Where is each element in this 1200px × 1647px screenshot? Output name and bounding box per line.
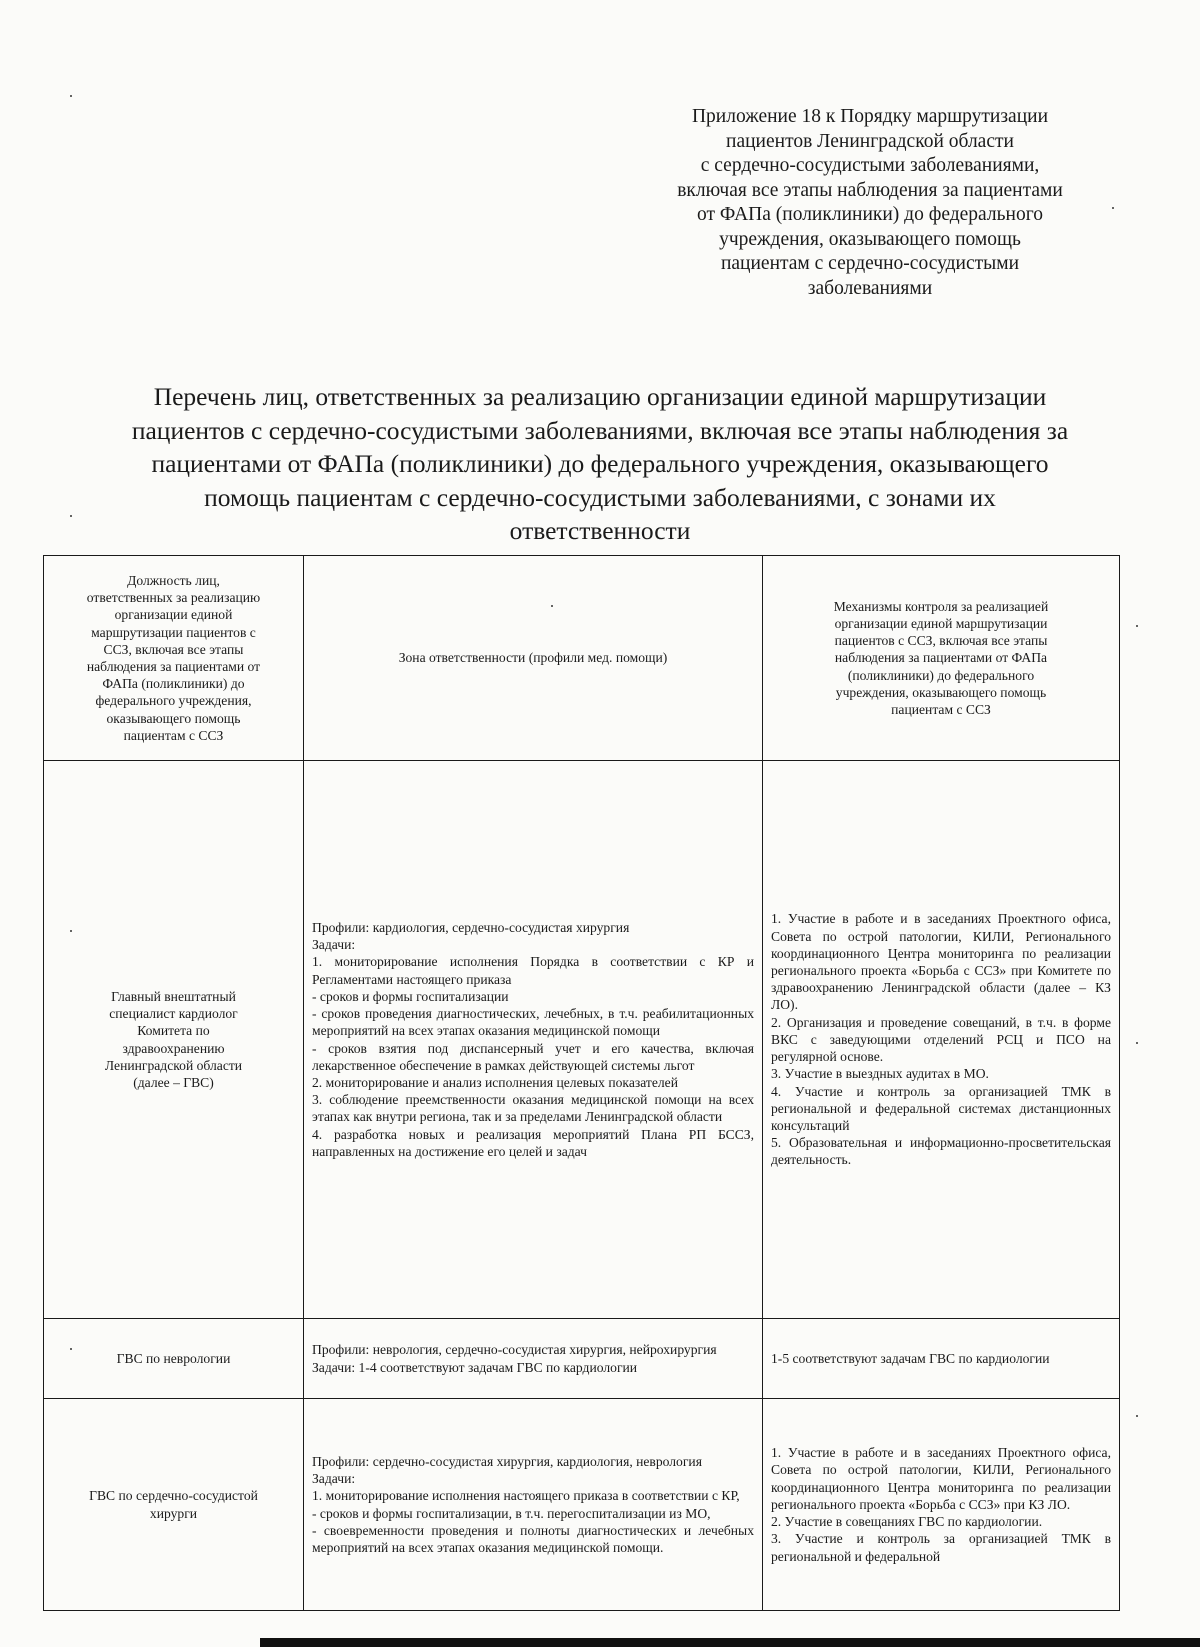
- control-cell: 1. Участие в работе и в заседаниях Проектного офиса, Совета по острой патологии, КИЛИ, Регионального координационного Центра мониторинга по реализации регионального проекта «Борьба с ССЗ» при Комитете по здравоохранению Ленинградской области (далее – КЗ ЛО). 2. Организация и проведение совещаний, в т.ч. в форме ВКС с заведующими отделений РСЦ и ПСО на регулярной основе. 3. Участие в выездных аудитах в МО. 4. Участие и контроль за организацией ТМК в региональной и федеральной системах дистанционных консультаций 5. Образовательная и информационно-просветительская деятельность.: [763, 761, 1120, 1319]
- control-cell: 1-5 соответствуют задачам ГВС по кардиологии: [763, 1319, 1120, 1399]
- zone-cell: Профили: сердечно-сосудистая хирургия, кардиология, неврология Задачи: 1. мониторирование исполнения настоящего приказа в соответствии с КР, - сроков и формы госпитализации, в т.ч. перегоспитализации из МО, - своевременности проведения и полноты диагностических и лечебных мероприятий на всех этапах оказания медицинской помощи.: [304, 1399, 763, 1611]
- title-line: ответственности: [509, 516, 691, 545]
- header-zone: Зона ответственности (профили мед. помощи): [304, 556, 763, 761]
- appendix-line: Приложение 18 к Порядку маршрутизации: [691, 106, 1049, 127]
- appendix-line: от ФАПа (поликлиники) до федерального: [697, 204, 1043, 225]
- header-control: Механизмы контроля за реализацией организации единой маршрутизации пациентов с ССЗ, включая все этапы наблюдения за пациентами от ФАПа (поликлиники) до федерального учреждения, оказывающего помощь пациентам с ССЗ: [763, 556, 1120, 761]
- scan-speck: [1136, 1415, 1138, 1417]
- position-cell: Главный внештатный специалист кардиолог Комитета по здравоохранению Ленинградской области (далее – ГВС): [44, 761, 304, 1319]
- scan-speck: [70, 515, 72, 517]
- appendix-line: включая все этапы наблюдения за пациентами: [677, 179, 1063, 201]
- scan-speck: [551, 605, 553, 607]
- table-header-row: [44, 556, 1120, 761]
- position-cell: ГВС по сердечно-сосудистой хирурги: [44, 1399, 304, 1611]
- appendix-note: [620, 105, 1120, 301]
- responsibility-table: [43, 555, 1120, 1611]
- table-row: [44, 761, 1120, 1319]
- scan-speck: [1136, 1042, 1138, 1044]
- scan-speck: [70, 1348, 72, 1350]
- zone-cell: Профили: неврология, сердечно-сосудистая хирургия, нейрохирургия Задачи: 1-4 соответствуют задачам ГВС по кардиологии: [304, 1319, 763, 1399]
- document-title: [40, 380, 1160, 548]
- scan-edge-bar: [260, 1638, 1200, 1647]
- title-line: пациентами от ФАПа (поликлиники) до федерального учреждения, оказывающего: [151, 449, 1049, 478]
- appendix-line: заболеваниями: [807, 277, 933, 299]
- appendix-line: с сердечно-сосудистыми заболеваниями,: [700, 155, 1040, 176]
- scan-speck: [1136, 625, 1138, 627]
- table-row: [44, 1319, 1120, 1399]
- zone-cell: Профили: кардиология, сердечно-сосудистая хирургия Задачи: 1. мониторирование исполнения Порядка в соответствии с КР и Регламентами настоящего приказа - сроков и формы госпитализации - сроков проведения диагностических, лечебных, в т.ч. реабилитационных мероприятий на всех этапах оказания медицинской помощи - сроков взятия под диспансерный учет и его качества, включая лекарственное обеспечение в рамках действующей системы льгот 2. мониторирование и анализ исполнения целевых показателей 3. соблюдение преемственности оказания медицинской помощи на всех этапах как внутри региона, так и за пределами Ленинградской области 4. разработка новых и реализация мероприятий Плана РП БССЗ, направленных на достижение его целей и задач: [304, 761, 763, 1319]
- scan-speck: [70, 95, 72, 97]
- appendix-line: пациентов Ленинградской области: [726, 130, 1014, 152]
- scan-speck: [1112, 207, 1114, 209]
- control-cell: 1. Участие в работе и в заседаниях Проектного офиса, Совета по острой патологии, КИЛИ, Регионального координационного Центра мониторинга по реализации регионального проекта «Борьба с ССЗ» при КЗ ЛО. 2. Участие в совещаниях ГВС по кардиологии. 3. Участие и контроль за организацией ТМК в региональной и федеральной: [763, 1399, 1120, 1611]
- table-row: [44, 1399, 1120, 1611]
- title-line: Перечень лиц, ответственных за реализацию организации единой маршрутизации: [153, 382, 1047, 411]
- title-line: пациентов с сердечно-сосудистыми заболеваниями, включая все этапы наблюдения за: [131, 415, 1069, 445]
- position-cell: ГВС по неврологии: [44, 1319, 304, 1399]
- title-line: помощь пациентам с сердечно-сосудистыми заболеваниями, с зонами их: [204, 482, 996, 512]
- header-position: Должность лиц, ответственных за реализацию организации единой маршрутизации пациентов с ССЗ, включая все этапы наблюдения за пациентами от ФАПа (поликлиники) до федерального учреждения, оказывающего помощь пациентам с ССЗ: [44, 556, 304, 761]
- appendix-line: учреждения, оказывающего помощь: [719, 228, 1021, 250]
- appendix-line: пациентам с сердечно-сосудистыми: [720, 253, 1020, 274]
- scan-speck: [70, 930, 72, 932]
